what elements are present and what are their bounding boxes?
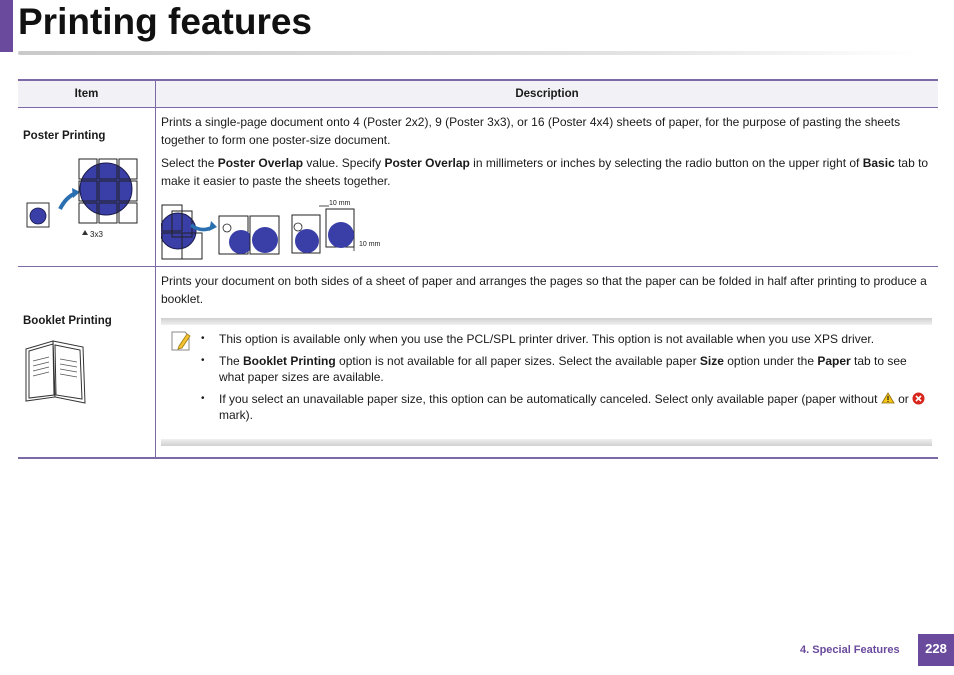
poster-grid-caption: 3x3 [90, 230, 103, 239]
column-header-item: Item [18, 80, 156, 108]
error-icon [912, 392, 925, 405]
booklet-note-box [161, 318, 932, 446]
description-cell-poster [156, 108, 939, 267]
title-divider [18, 51, 918, 55]
footer-section-title: 4. Special Features [800, 644, 900, 656]
note-item-1: • This option is available only when you use the PCL/SPL printer driver. This option is not available when you use XPS driver. [201, 331, 932, 347]
poster-description-2: Select the Poster Overlap value. Specify Poster Overlap in millimeters or inches by selecting the radio button on the upper right of Basic tab to make it easier to paste the sheets together. [161, 156, 929, 188]
poster-overlap-illustration [161, 200, 932, 265]
overlap-diagram [161, 203, 391, 263]
booklet-description: Prints your document on both sides of a sheet of paper and arranges the pages so that the paper can be folded in half after printing to produce a booklet. [161, 274, 927, 306]
column-header-description: Description [156, 80, 939, 108]
warning-icon [881, 392, 895, 404]
page-number: 228 [918, 634, 954, 666]
item-cell-booklet [18, 267, 156, 459]
booklet-printing-label: Booklet Printing [23, 315, 112, 327]
description-cell-booklet [156, 267, 939, 459]
overlap-label-side: 10 mm [359, 241, 381, 248]
poster-description-1: Prints a single-page document onto 4 (Poster 2x2), 9 (Poster 3x3), or 16 (Poster 4x4) sheets of paper, for the purpose of pasting the sheets together to form one poster-size document. [161, 115, 901, 147]
title-accent-bar [0, 0, 13, 52]
note-item-2: • The Booklet Printing option is not available for all paper sizes. Select the available paper Size option under the Paper tab to see what paper sizes are available. [201, 353, 932, 385]
booklet-note-list [161, 331, 932, 423]
page-title: Printing features [18, 1, 312, 42]
note-item-3: • If you select an unavailable paper size, this option can be automatically canceled. Select only available paper (paper without or mark). [201, 391, 932, 423]
note-pencil-icon [169, 329, 193, 353]
overlap-label-top: 10 mm [329, 200, 351, 207]
table-row [18, 108, 938, 267]
booklet-icon [23, 339, 89, 405]
poster-illustration [18, 151, 155, 251]
item-cell-poster [18, 108, 156, 267]
printing-features-table [18, 79, 938, 459]
table-row [18, 267, 938, 459]
poster-3x3-illustration [18, 151, 148, 247]
poster-printing-label: Poster Printing [23, 130, 106, 142]
table-header-row [18, 80, 938, 108]
